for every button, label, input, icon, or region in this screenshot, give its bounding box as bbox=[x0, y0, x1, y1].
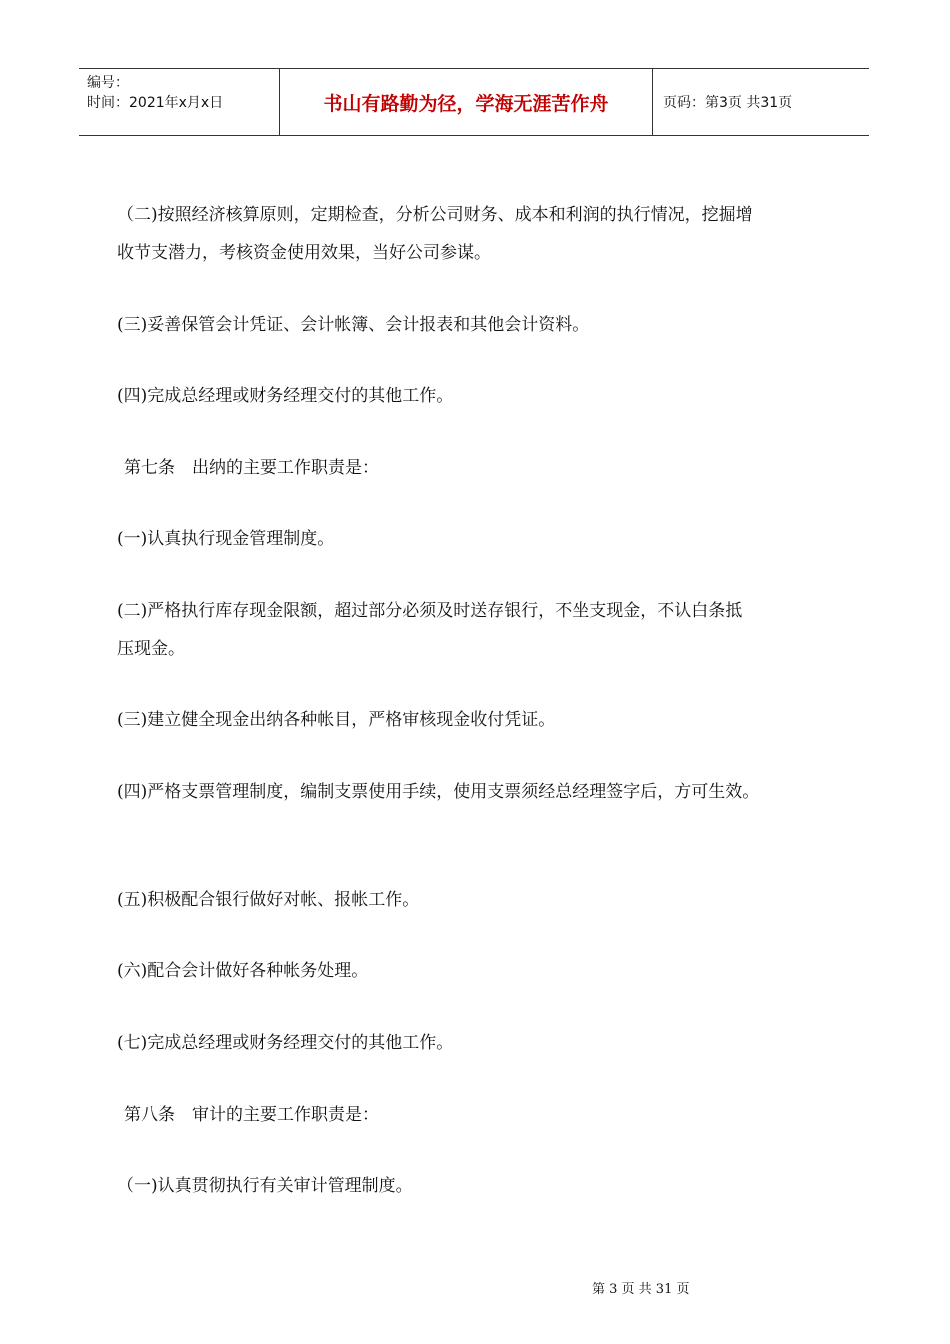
article-heading: 第八条 审计的主要工作职责是： bbox=[124, 1105, 379, 1125]
motto-text: 书山有路勤为径，学海无涯苦作舟 bbox=[323, 92, 609, 115]
body-line: (三)建立健全现金出纳各种帐目，严格审核现金收付凭证。 bbox=[117, 710, 556, 730]
body-line: （二)按照经济核算原则，定期检查，分析公司财务、成本和利润的执行情况，挖掘增 bbox=[117, 205, 753, 225]
body-line: (一)认真执行现金管理制度。 bbox=[117, 529, 335, 549]
body-line: (四)严格支票管理制度，编制支票使用手续，使用支票须经总经理签字后，方可生效。 bbox=[117, 782, 760, 802]
body-line: (三)妥善保管会计凭证、会计帐簿、会计报表和其他会计资料。 bbox=[117, 315, 590, 335]
body-line: 收节支潜力，考核资金使用效果，当好公司参谋。 bbox=[117, 243, 491, 263]
page-footer: 第 3 页 共 31 页 bbox=[592, 1282, 690, 1297]
header-meta-cell bbox=[79, 69, 280, 135]
body-line: (二)严格执行库存现金限额，超过部分必须及时送存银行，不坐支现金，不认白条抵 bbox=[117, 601, 743, 621]
body-line: (六)配合会计做好各种帐务处理。 bbox=[117, 961, 369, 981]
body-line: （一)认真贯彻执行有关审计管理制度。 bbox=[117, 1176, 413, 1196]
page-info: 页码：第3页 共31页 bbox=[663, 95, 793, 111]
body-line: 压现金。 bbox=[117, 639, 185, 659]
body-line: (四)完成总经理或财务经理交付的其他工作。 bbox=[117, 386, 454, 406]
body-line: (五)积极配合银行做好对帐、报帐工作。 bbox=[117, 890, 420, 910]
article-heading: 第七条 出纳的主要工作职责是： bbox=[124, 458, 379, 478]
body-line: (七)完成总经理或财务经理交付的其他工作。 bbox=[117, 1033, 454, 1053]
header-page-cell bbox=[653, 69, 869, 135]
document-header bbox=[79, 68, 869, 136]
time-label: 时间：2021年x月x日 bbox=[87, 95, 224, 111]
number-label: 编号： bbox=[87, 75, 129, 91]
header-motto-cell bbox=[280, 69, 653, 135]
